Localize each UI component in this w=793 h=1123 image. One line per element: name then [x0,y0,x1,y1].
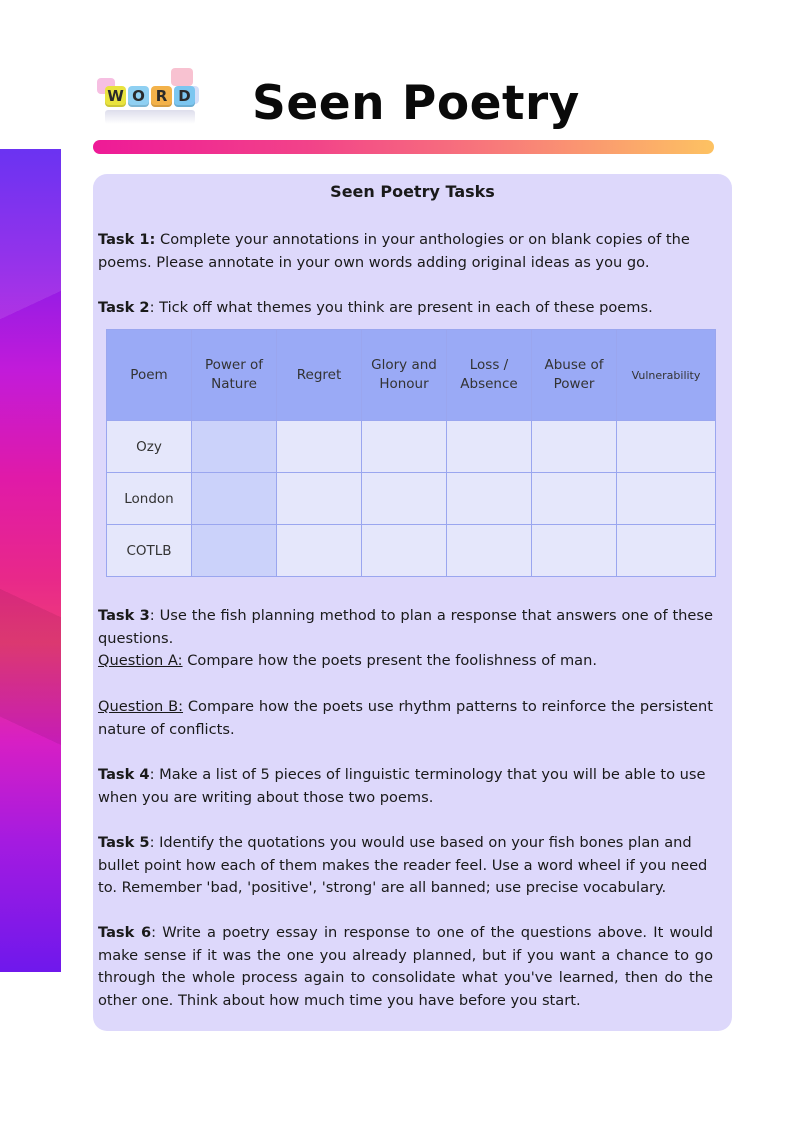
header-glory-and-honour: Glory and Honour [362,330,447,421]
question-a [98,650,713,673]
task-6 [98,922,713,1012]
logo-tile-w: W [105,86,126,107]
logo-tile-r: R [151,86,172,107]
question-b-label: Question B: [98,698,184,715]
logo-reflection [105,110,195,124]
task-5-text: : Identify the quotations you would use based on your fish bones plan and bullet point how each of them makes the reader feel. Use a word wheel if you need to. Remember 'bad, 'positive', 'strong' are all banned; use precise vocabulary. [98,834,708,896]
tick-cell[interactable] [192,525,277,577]
tick-cell[interactable] [277,421,362,473]
question-a-label: Question A: [98,652,183,669]
tick-cell[interactable] [277,473,362,525]
tick-cell[interactable] [447,473,532,525]
task-4-label: Task 4 [98,766,150,783]
header-loss-absence: Loss / Absence [447,330,532,421]
task-4 [98,764,713,809]
question-b [98,696,713,741]
tick-cell[interactable] [617,473,716,525]
task-2-label: Task 2 [98,299,150,316]
logo-blob [171,68,193,86]
task-1 [98,229,713,274]
task-3-text: : Use the fish planning method to plan a response that answers one of these questions. [98,607,713,647]
table-row [107,473,716,525]
task-5-label: Task 5 [98,834,150,851]
task-2 [98,297,713,320]
tick-cell[interactable] [362,525,447,577]
tick-cell[interactable] [362,421,447,473]
logo-tile-o: O [128,86,149,107]
poem-cell-ozy: Ozy [107,421,192,473]
header-abuse-of-power: Abuse of Power [532,330,617,421]
tick-cell[interactable] [192,473,277,525]
poem-cell-cotlb: COTLB [107,525,192,577]
tick-cell[interactable] [617,421,716,473]
task-2-text: : Tick off what themes you think are present in each of these poems. [149,299,653,316]
card-title: Seen Poetry Tasks [330,182,495,201]
task-1-text: Complete your annotations in your anthologies or on blank copies of the poems. Please annotate in your own words adding original ideas as you go. [98,231,690,271]
decorative-side-panel [0,149,61,972]
tick-cell[interactable] [617,525,716,577]
word-logo [93,66,203,126]
task-5 [98,832,713,900]
table-row [107,525,716,577]
header-power-of-nature: Power of Nature [192,330,277,421]
task-6-label: Task 6 [98,924,152,941]
tick-cell[interactable] [532,525,617,577]
question-a-text: Compare how the poets present the foolishness of man. [182,652,598,669]
page-title: Seen Poetry [252,76,580,131]
tick-cell[interactable] [277,525,362,577]
poem-cell-london: London [107,473,192,525]
question-b-text: Compare how the poets use rhythm patterns to reinforce the persistent nature of conflicts. [98,698,713,738]
header-poem: Poem [107,330,192,421]
header-vulnerability: Vulnerability [617,330,716,421]
tick-cell[interactable] [532,421,617,473]
header-regret: Regret [277,330,362,421]
tick-cell[interactable] [447,525,532,577]
task-1-label: Task 1: [98,231,156,248]
task-3-label: Task 3 [98,607,150,624]
tick-cell[interactable] [532,473,617,525]
task-6-text: : Write a poetry essay in response to one of the questions above. It would make sense if it was the one you already planned, but if you want a chance to go through the whole process again to consolidate what you've learned, then do the other one. Think about how much time you have before you start. [98,924,713,1009]
task-4-text: : Make a list of 5 pieces of linguistic terminology that you will be able to use when you are writing about those two poems. [98,766,706,806]
tick-cell[interactable] [362,473,447,525]
themes-table [106,329,716,577]
table-row [107,421,716,473]
logo-tile-d: D [174,86,195,107]
tick-cell[interactable] [192,421,277,473]
tick-cell[interactable] [447,421,532,473]
table-header-row [107,330,716,421]
title-gradient-bar [93,140,714,154]
task-3 [98,605,713,650]
